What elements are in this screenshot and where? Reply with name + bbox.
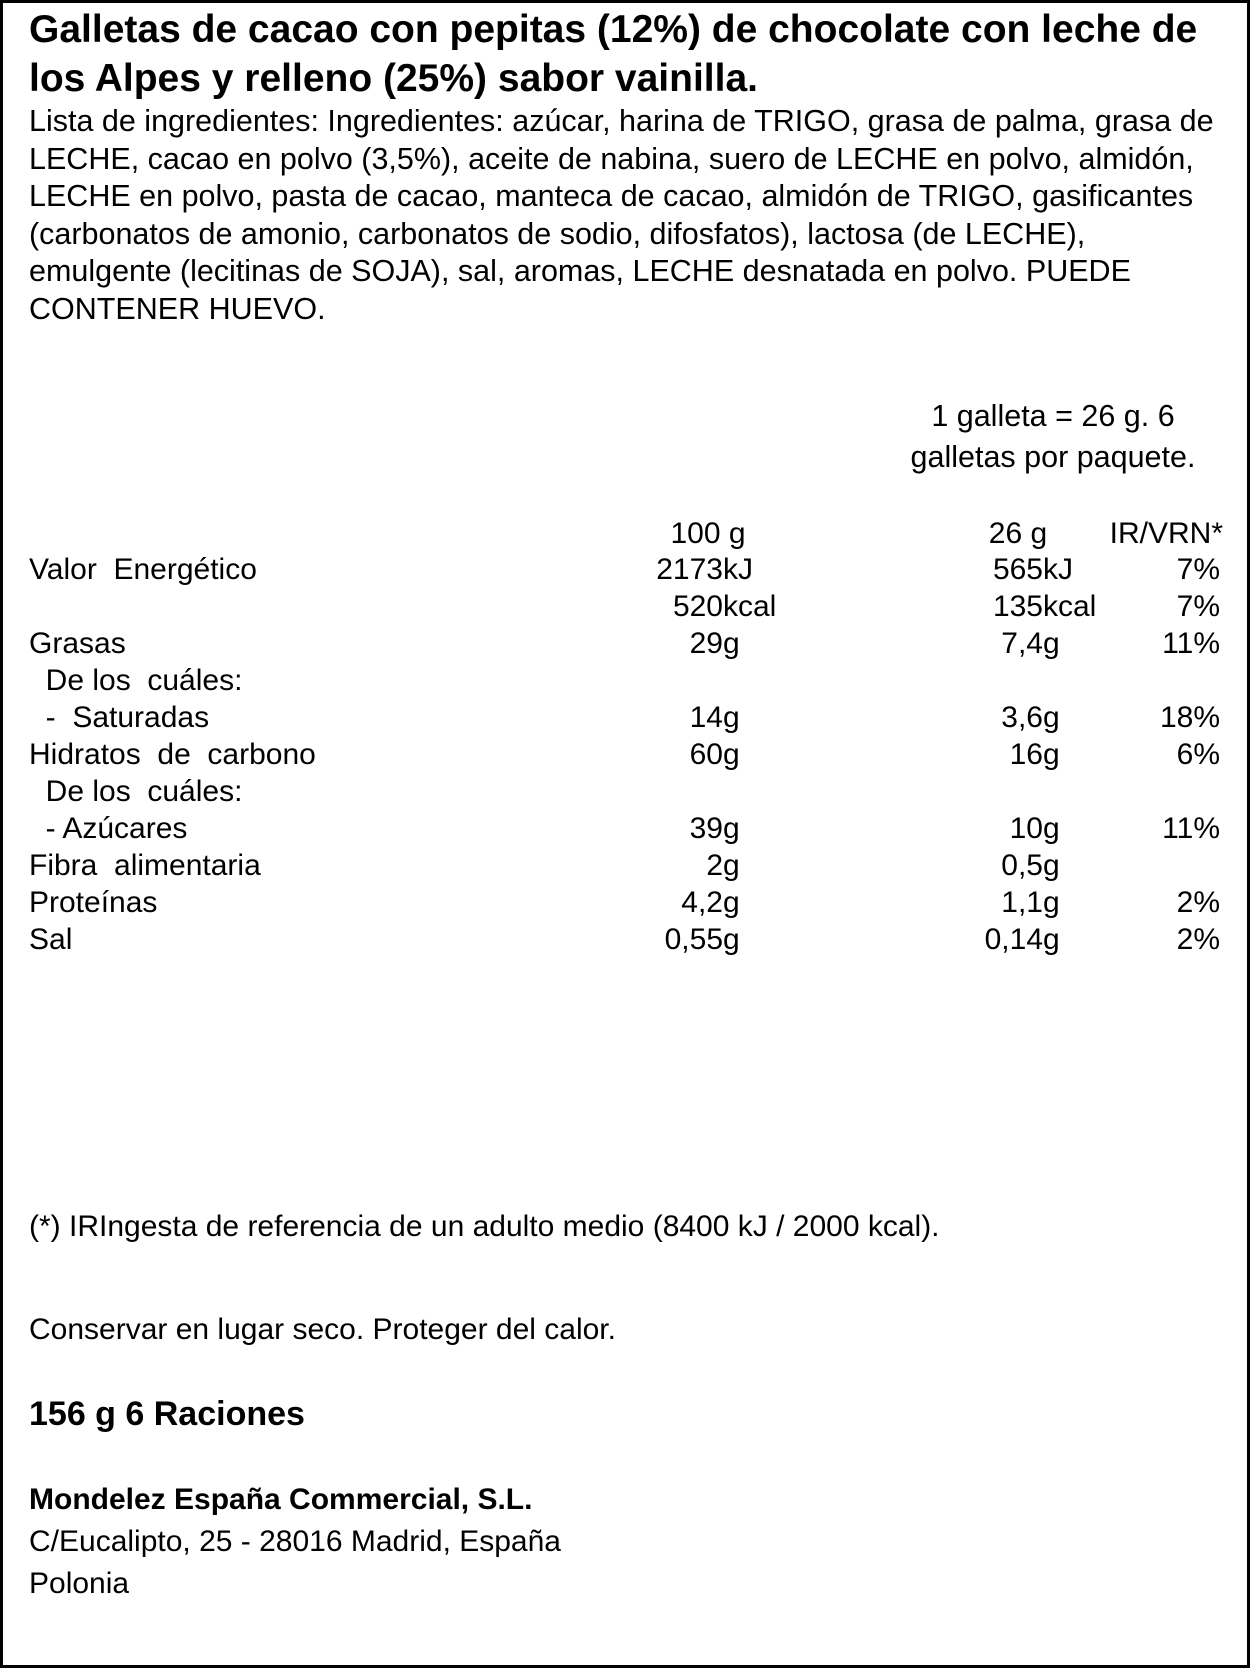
nutrition-row [3,625,1250,662]
unit-per-26g: g [1043,701,1060,734]
value-ir-vrn: 11% [1162,627,1220,660]
unit-per-26g: kcal [1043,590,1097,623]
header-ir-vrn: IR/VRN* [1109,517,1223,550]
unit-per-100g: g [723,738,740,771]
value-per-100g: 520 [672,590,723,623]
value-per-26g: 0,14 [984,923,1043,956]
value-ir-vrn: 18% [1159,701,1220,734]
nutrition-row [3,551,1250,588]
company-name: Mondelez España Commercial, S.L. [29,1483,533,1516]
value-ir-vrn: 7% [1176,553,1220,586]
portion-info: 1 galleta = 26 g. 6 galletas por paquete. [910,399,1196,474]
value-ir-vrn: 11% [1162,812,1220,845]
nutrient-name: Sal [29,923,73,956]
nutrition-row [3,847,1250,884]
nutrient-name: Proteínas [29,886,158,919]
value-ir-vrn: 2% [1176,923,1220,956]
net-weight: 156 g 6 Raciones [29,1395,305,1433]
value-per-100g: 4,2 [681,886,723,919]
unit-per-26g: kJ [1043,553,1073,586]
nutrient-name: Fibra alimentaria [29,849,261,882]
header-per-26g: 26 g [988,517,1048,550]
value-ir-vrn: 6% [1176,738,1220,771]
value-per-100g: 0,55 [664,923,723,956]
nutrition-row [3,699,1250,736]
nutrition-row [3,810,1250,847]
product-title: Galletas de cacao con pepitas (12%) de chocolate con leche de los Alpes y relleno (25%) sabor vainilla. [29,8,1198,100]
unit-per-100g: g [723,923,740,956]
nutrient-name: Valor Energético [29,553,257,586]
value-per-100g: 2 [706,849,723,882]
value-ir-vrn: 7% [1176,590,1220,623]
unit-per-100g: g [723,886,740,919]
value-per-100g: 2173 [656,553,723,586]
company-address: C/Eucalipto, 25 - 28016 Madrid, España [29,1525,561,1558]
nutrient-name: - Saturadas [29,701,210,734]
ingredients-list: Lista de ingredientes: Ingredientes: azúcar, harina de TRIGO, grasa de palma, grasa de LECHE, cacao en polvo (3,5%), aceite de nabina, suero de LECHE en polvo, almidón, LECHE en polvo, pasta de cacao, manteca de cacao, almidón de TRIGO, gasificantes (carbonatos de amonio, carbonatos de sodio, difosfatos), lactosa (de LECHE), emulgente (lecitinas de SOJA), sal, aromas, LECHE desnatada en polvo. PUEDE CONTENER HUEVO. [29,104,1214,326]
nutrient-name: Grasas [29,627,126,660]
value-per-26g: 10 [1009,812,1043,845]
value-per-26g: 7,4 [1001,627,1043,660]
value-per-100g: 14 [689,701,723,734]
value-per-26g: 565 [992,553,1043,586]
value-ir-vrn: 2% [1176,886,1220,919]
nutrition-row [3,588,1250,625]
nutrient-name: De los cuáles: [29,664,243,697]
country-of-origin: Polonia [29,1567,130,1600]
value-per-100g: 29 [689,627,723,660]
value-per-100g: 60 [689,738,723,771]
nutrition-row [3,921,1250,958]
unit-per-100g: g [723,812,740,845]
value-per-100g: 39 [689,812,723,845]
unit-per-26g: g [1043,812,1060,845]
nutrition-row [3,736,1250,773]
nutrient-name: - Azúcares [29,812,188,845]
value-per-26g: 0,5 [1001,849,1043,882]
unit-per-26g: g [1043,923,1060,956]
nutrition-row [3,662,1250,699]
value-per-26g: 135 [992,590,1043,623]
unit-per-26g: g [1043,886,1060,919]
reference-intake-footnote: (*) IRIngesta de referencia de un adulto medio (8400 kJ / 2000 kcal). [29,1210,940,1243]
value-per-26g: 16 [1009,738,1043,771]
value-per-26g: 1,1 [1001,886,1043,919]
unit-per-26g: g [1043,627,1060,660]
unit-per-100g: kJ [723,553,753,586]
nutrient-name: Hidratos de carbono [29,738,316,771]
nutrient-name: De los cuáles: [29,775,243,808]
unit-per-100g: g [723,849,740,882]
unit-per-26g: g [1043,849,1060,882]
storage-instructions: Conservar en lugar seco. Proteger del calor. [29,1313,616,1346]
unit-per-100g: g [723,627,740,660]
nutrition-row [3,773,1250,810]
unit-per-26g: g [1043,738,1060,771]
nutrition-row [3,884,1250,921]
unit-per-100g: kcal [723,590,777,623]
nutrition-header-row [3,515,1250,552]
value-per-26g: 3,6 [1001,701,1043,734]
header-per-100g: 100 g [670,517,746,550]
unit-per-100g: g [723,701,740,734]
